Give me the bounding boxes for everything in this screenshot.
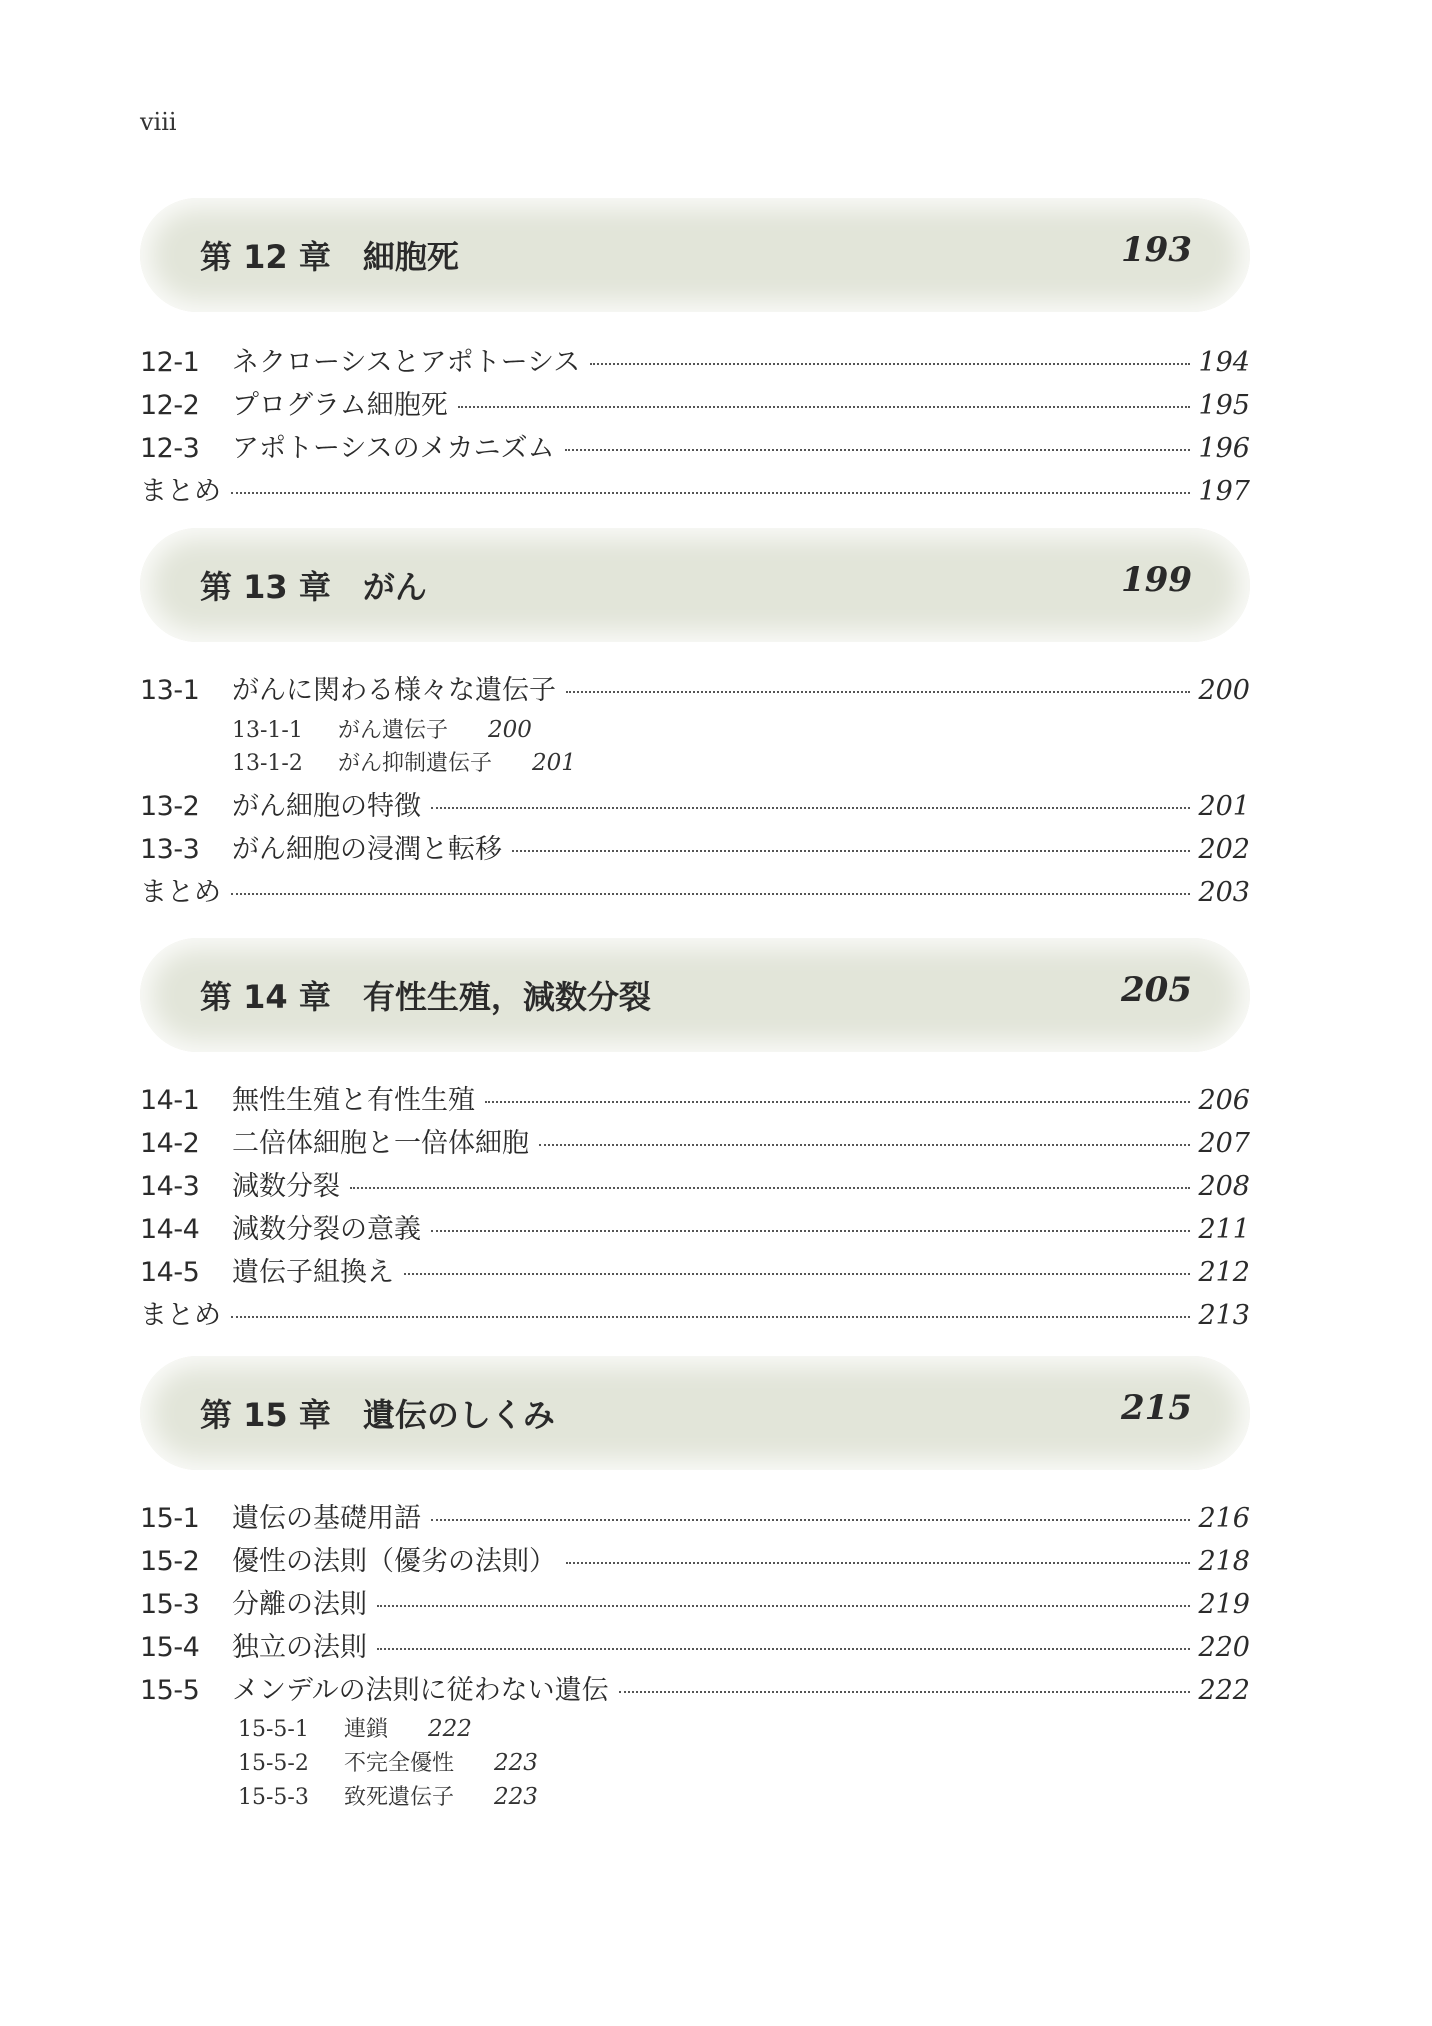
chapter-page: 193: [1121, 230, 1192, 270]
entry-page: 208: [1198, 1171, 1250, 1202]
dot-leader: [619, 1691, 1191, 1693]
chapter-label: 第 14 章: [200, 978, 331, 1016]
dot-leader: [350, 1187, 1190, 1189]
entry-page: 211: [1198, 1214, 1250, 1245]
toc-entry-15-2[interactable]: [140, 1539, 1250, 1579]
subentry-title: 致死遺伝子: [344, 1785, 455, 1810]
chapter-name: がん: [362, 568, 427, 606]
entry-page: 196: [1198, 433, 1250, 464]
chapter-page: 215: [1121, 1388, 1192, 1428]
entry-page: 207: [1198, 1128, 1250, 1159]
dot-leader: [431, 1230, 1190, 1232]
dot-leader: [404, 1273, 1190, 1275]
entry-number: 15-1: [140, 1503, 200, 1534]
toc-entry-13-3[interactable]: [140, 827, 1250, 867]
entry-page: 220: [1198, 1632, 1250, 1663]
entry-title: 優性の法則（優劣の法則）: [232, 1546, 556, 1577]
entry-page: 195: [1198, 390, 1250, 421]
entry-number: 13-3: [140, 834, 200, 865]
subentry-title: がん遺伝子: [338, 718, 449, 743]
entry-page: 194: [1198, 347, 1250, 378]
entry-title: ネクローシスとアポトーシス: [232, 347, 581, 378]
toc-entry-14-summary[interactable]: [140, 1293, 1250, 1333]
toc-entry-14-3[interactable]: [140, 1164, 1250, 1204]
page-number: viii: [140, 108, 177, 136]
subentry-title: がん抑制遺伝子: [338, 751, 493, 776]
dot-leader: [566, 1562, 1190, 1564]
entry-page: 222: [1198, 1675, 1250, 1706]
toc-entry-14-5[interactable]: [140, 1250, 1250, 1290]
entry-number: 14-1: [140, 1085, 200, 1116]
chapter-page: 205: [1121, 970, 1192, 1010]
dot-leader: [431, 1519, 1190, 1521]
entry-title: 減数分裂の意義: [232, 1214, 421, 1245]
dot-leader: [231, 1316, 1190, 1318]
entry-number: 12-2: [140, 390, 200, 421]
chapter-header-12[interactable]: [140, 198, 1250, 312]
toc-entry-15-1[interactable]: [140, 1496, 1250, 1536]
subentry-page: 223: [494, 1750, 538, 1776]
entry-title: 無性生殖と有性生殖: [232, 1085, 475, 1116]
toc-entry-13-1[interactable]: [140, 668, 1250, 708]
entry-title: まとめ: [140, 877, 221, 908]
chapter-label: 第 12 章: [200, 238, 331, 276]
entry-page: 219: [1198, 1589, 1250, 1620]
dot-leader: [590, 363, 1190, 365]
subentry-number: 13-1-1: [232, 718, 303, 743]
dot-leader: [231, 492, 1190, 494]
subentry-number: 15-5-1: [238, 1717, 309, 1742]
entry-page: 206: [1198, 1085, 1250, 1116]
dot-leader: [458, 406, 1191, 408]
toc-entry-13-2[interactable]: [140, 784, 1250, 824]
entry-title: アポトーシスのメカニズム: [232, 433, 555, 464]
chapter-name: 遺伝のしくみ: [362, 1396, 555, 1434]
entry-page: 202: [1198, 834, 1250, 865]
entry-title: プログラム細胞死: [232, 390, 448, 421]
entry-number: 13-1: [140, 675, 200, 706]
toc-entry-14-1[interactable]: [140, 1078, 1250, 1118]
subentry-page: 223: [494, 1784, 538, 1810]
entry-number: 14-3: [140, 1171, 200, 1202]
entry-page: 197: [1198, 476, 1250, 507]
dot-leader: [377, 1605, 1190, 1607]
entry-number: 15-2: [140, 1546, 200, 1577]
entry-page: 200: [1198, 675, 1250, 706]
entry-number: 14-2: [140, 1128, 200, 1159]
toc-entry-15-5[interactable]: [140, 1668, 1250, 1708]
dot-leader: [512, 850, 1190, 852]
chapter-name: 細胞死: [362, 238, 459, 276]
toc-entry-12-2[interactable]: [140, 383, 1250, 423]
subentry-page: 201: [532, 750, 576, 776]
toc-subentry-15-5-1[interactable]: [238, 1712, 472, 1744]
toc-entry-12-summary[interactable]: [140, 469, 1250, 509]
chapter-title: [200, 1390, 555, 1436]
subentry-number: 15-5-2: [238, 1751, 309, 1776]
subentry-page: 222: [428, 1716, 472, 1742]
chapter-header-13[interactable]: [140, 528, 1250, 642]
dot-leader: [485, 1101, 1190, 1103]
entry-page: 201: [1198, 791, 1250, 822]
entry-title: がん細胞の特徴: [232, 791, 421, 822]
entry-title: 遺伝の基礎用語: [232, 1503, 421, 1534]
subentry-title: 不完全優性: [344, 1751, 455, 1776]
toc-subentry-13-1-2[interactable]: [232, 746, 576, 778]
entry-title: メンデルの法則に従わない遺伝: [232, 1675, 609, 1706]
entry-title: まとめ: [140, 476, 221, 507]
entry-title: 減数分裂: [232, 1171, 340, 1202]
entry-number: 14-5: [140, 1257, 200, 1288]
chapter-title: [200, 232, 459, 278]
entry-title: がんに関わる様々な遺伝子: [232, 675, 556, 706]
entry-number: 14-4: [140, 1214, 200, 1245]
entry-page: 212: [1198, 1257, 1250, 1288]
entry-page: 216: [1198, 1503, 1250, 1534]
entry-title: まとめ: [140, 1300, 221, 1331]
toc-subentry-15-5-3[interactable]: [238, 1780, 538, 1812]
dot-leader: [377, 1648, 1190, 1650]
chapter-label: 第 13 章: [200, 568, 331, 606]
toc-entry-14-2[interactable]: [140, 1121, 1250, 1161]
chapter-label: 第 15 章: [200, 1396, 331, 1434]
entry-title: 二倍体細胞と一倍体細胞: [232, 1128, 529, 1159]
dot-leader: [566, 691, 1190, 693]
entry-number: 13-2: [140, 791, 200, 822]
toc-entry-14-4[interactable]: [140, 1207, 1250, 1247]
toc-entry-13-summary[interactable]: [140, 870, 1250, 910]
entry-number: 15-5: [140, 1675, 200, 1706]
subentry-page: 200: [488, 717, 532, 743]
toc-subentry-15-5-2[interactable]: [238, 1746, 538, 1778]
entry-number: 12-3: [140, 433, 200, 464]
chapter-page: 199: [1121, 560, 1192, 600]
toc-entry-12-1[interactable]: [140, 340, 1250, 380]
entry-title: 分離の法則: [232, 1589, 367, 1620]
entry-page: 218: [1198, 1546, 1250, 1577]
entry-title: 独立の法則: [232, 1632, 367, 1663]
subentry-number: 13-1-2: [232, 751, 303, 776]
entry-page: 213: [1198, 1300, 1250, 1331]
entry-page: 203: [1198, 877, 1250, 908]
dot-leader: [431, 807, 1190, 809]
entry-title: がん細胞の浸潤と転移: [232, 834, 502, 865]
entry-number: 15-3: [140, 1589, 200, 1620]
dot-leader: [231, 893, 1190, 895]
chapter-title: [200, 972, 651, 1018]
entry-title: 遺伝子組換え: [232, 1257, 394, 1288]
chapter-header-15[interactable]: [140, 1356, 1250, 1470]
chapter-name: 有性生殖，減数分裂: [362, 978, 651, 1016]
toc-entry-12-3[interactable]: [140, 426, 1250, 466]
dot-leader: [539, 1144, 1190, 1146]
subentry-number: 15-5-3: [238, 1785, 309, 1810]
toc-entry-15-4[interactable]: [140, 1625, 1250, 1665]
dot-leader: [565, 449, 1191, 451]
toc-entry-15-3[interactable]: [140, 1582, 1250, 1622]
entry-number: 15-4: [140, 1632, 200, 1663]
chapter-title: [200, 562, 427, 608]
subentry-title: 連鎖: [344, 1717, 389, 1742]
toc-subentry-13-1-1[interactable]: [232, 713, 532, 745]
entry-number: 12-1: [140, 347, 200, 378]
chapter-header-14[interactable]: [140, 938, 1250, 1052]
